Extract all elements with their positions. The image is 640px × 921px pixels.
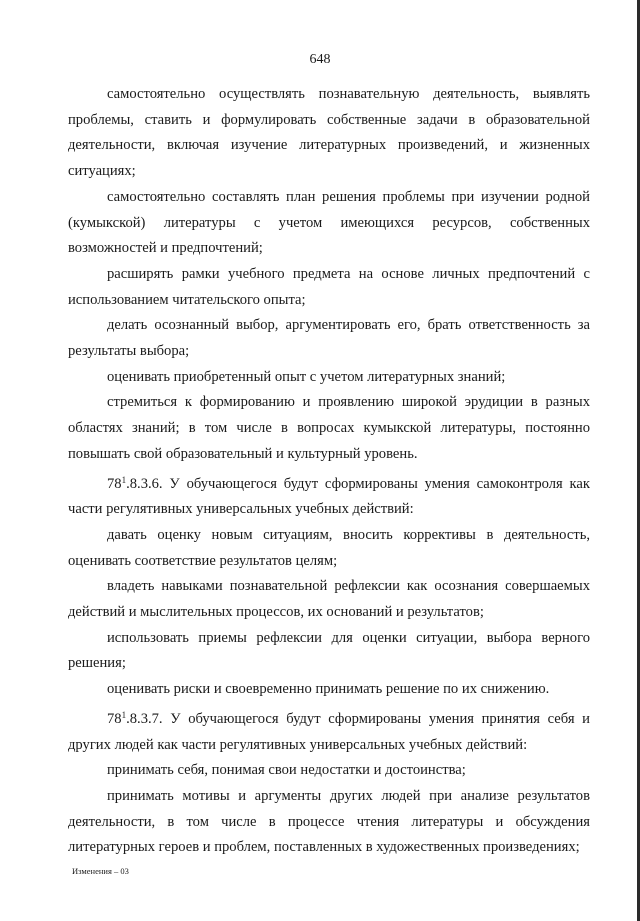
paragraph: принимать мотивы и аргументы других людей при анализе результатов деятельности, в том числе в процессе чтения литературы и обсуждения литературных героев и проблем, поставленных в художественных произведениях; xyxy=(68,787,590,856)
paragraph: владеть навыками познавательной рефлексии как осознания совершаемых действий и мыслительных процессов, их оснований и результатов; xyxy=(68,578,590,621)
section-superscript: 1 xyxy=(121,709,127,720)
paragraph: использовать приемы рефлексии для оценки ситуации, выбора верного решения; xyxy=(68,629,590,672)
paragraph: оценивать риски и своевременно принимать решение по их снижению. xyxy=(107,681,550,698)
page-number: 648 xyxy=(309,52,331,67)
paragraph: давать оценку новым ситуациям, вносить коррективы в деятельность, оценивать соответствие результатов целям; xyxy=(68,526,590,569)
section-text: .8.3.7. У обучающегося будут сформированы умения принятия себя и других людей как части регулятивных универсальных учебных действий: xyxy=(68,710,590,753)
section-heading-paragraph xyxy=(68,468,590,523)
footer-revision: Изменения – 03 xyxy=(72,866,129,876)
paragraph: оценивать приобретенный опыт с учетом литературных знаний; xyxy=(107,368,506,385)
paragraph: стремиться к формированию и проявлению широкой эрудиции в разных областях знаний; в том числе в вопросах кумыкской литературы, постоянно повышать свой образовательный и культурный уровень. xyxy=(68,394,590,462)
paragraph: делать осознанный выбор, аргументировать его, брать ответственность за результаты выбора; xyxy=(68,317,590,360)
paragraph: самостоятельно составлять план решения проблемы при изучении родной (кумыкской) литературы с учетом имеющихся ресурсов, собственных возможностей и предпочтений; xyxy=(68,188,590,257)
section-heading-paragraph xyxy=(68,703,590,758)
section-superscript: 1 xyxy=(121,474,127,485)
section-text: .8.3.6. У обучающегося будут сформированы умения самоконтроля как части регулятивных универсальных учебных действий: xyxy=(68,475,590,518)
section-number: 78 xyxy=(107,475,122,492)
section-number: 78 xyxy=(107,710,122,727)
paragraph: расширять рамки учебного предмета на основе личных предпочтений с использованием читательского опыта; xyxy=(68,265,590,308)
paragraph: самостоятельно осуществлять познавательную деятельность, выявлять проблемы, ставить и формулировать собственные задачи в образовательной деятельности, включая изучение литературных произведений, и жизненных ситуациях; xyxy=(68,86,590,180)
paragraph: принимать себя, понимая свои недостатки и достоинства; xyxy=(107,762,466,779)
body-text xyxy=(68,82,590,861)
